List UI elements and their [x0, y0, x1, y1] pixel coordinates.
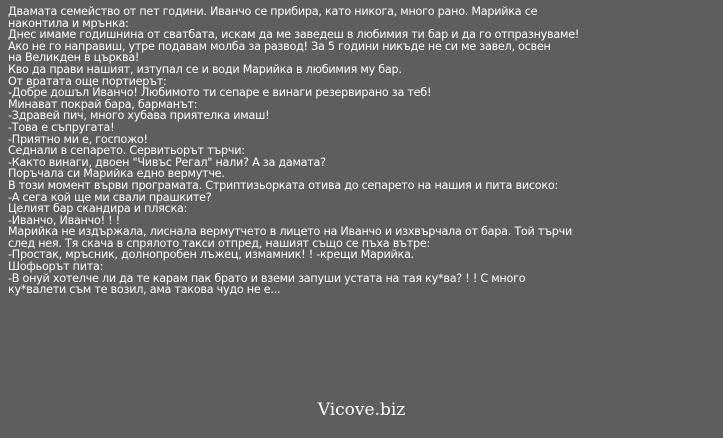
joke-line: ку*валети съм те возил, ама такова чудо не е... [8, 283, 281, 297]
joke-line: -А сега кой ще ми свали прашките? [8, 190, 212, 204]
joke-line: -Приятно ми е, госпожо! [8, 132, 148, 146]
joke-line: Марийка не издържала, лиснала вермутчето в лицето на Иванчо и изхвърчала от бара. Той търчи [8, 225, 573, 239]
joke-line: -Здравей пич, много хубава приятелка имаш! [8, 109, 270, 123]
joke-line: Поръчала си Марийка едно вермутче. [8, 167, 225, 181]
joke-line: В този момент върви програмата. Стриптизьорката отива до сепарето на нашия и пита високо: [8, 178, 558, 192]
joke-line: Целият бар скандира и пляска: [8, 202, 188, 216]
joke-line: Седнали в сепарето. Сервитьорът търчи: [8, 144, 245, 158]
joke-line: Двамата семейство от пет години. Иванчо се прибира, като никога, много рано. Марийка се [8, 5, 538, 18]
site-watermark: Vicove.biz [317, 400, 406, 420]
joke-line: -Това е съпругата! [8, 120, 115, 134]
joke-line: -Добре дошъл Иванчо! Любимото ти сепаре е винаги резервирано за теб! [8, 86, 432, 100]
joke-line: Днес имаме годишнина от сватбата, искам да ме заведеш в любимия ти бар и да го отпразнуваме! [8, 28, 580, 42]
joke-text [8, 6, 716, 296]
joke-line: -Както винаги, двоен "Чивъс Регал" нали? А за дамата? [8, 155, 326, 169]
joke-line: От вратата още портиерът: [8, 74, 167, 88]
joke-line: -Иванчо, Иванчо! ! ! [8, 213, 120, 227]
joke-line: Ако не го направиш, утре подавам молба за развод! За 5 години никъде не си ме завел, освен [8, 39, 551, 53]
joke-line: Минават покрай бара, барманът: [8, 97, 198, 111]
joke-line: -Простак, мръсник, долнопробен лъжец, измамник! ! -крещи Марийка. [8, 248, 414, 262]
joke-line: след нея. Тя скача в спрялото такси отпред, нашият също се пъха вътре: [8, 236, 430, 250]
joke-line: наконтила и мрънка: [8, 16, 129, 30]
joke-line: Шофьорът пита: [8, 260, 104, 274]
joke-line: -В онуй хотелче ли да те карам пак брато и вземи запуши устата на тая ку*ва? ! ! С много [8, 271, 526, 285]
joke-line: на Великден в църква! [8, 51, 140, 65]
joke-line: Кво да прави нашият, изтупал се и води Марийка в любимия му бар. [8, 62, 402, 76]
